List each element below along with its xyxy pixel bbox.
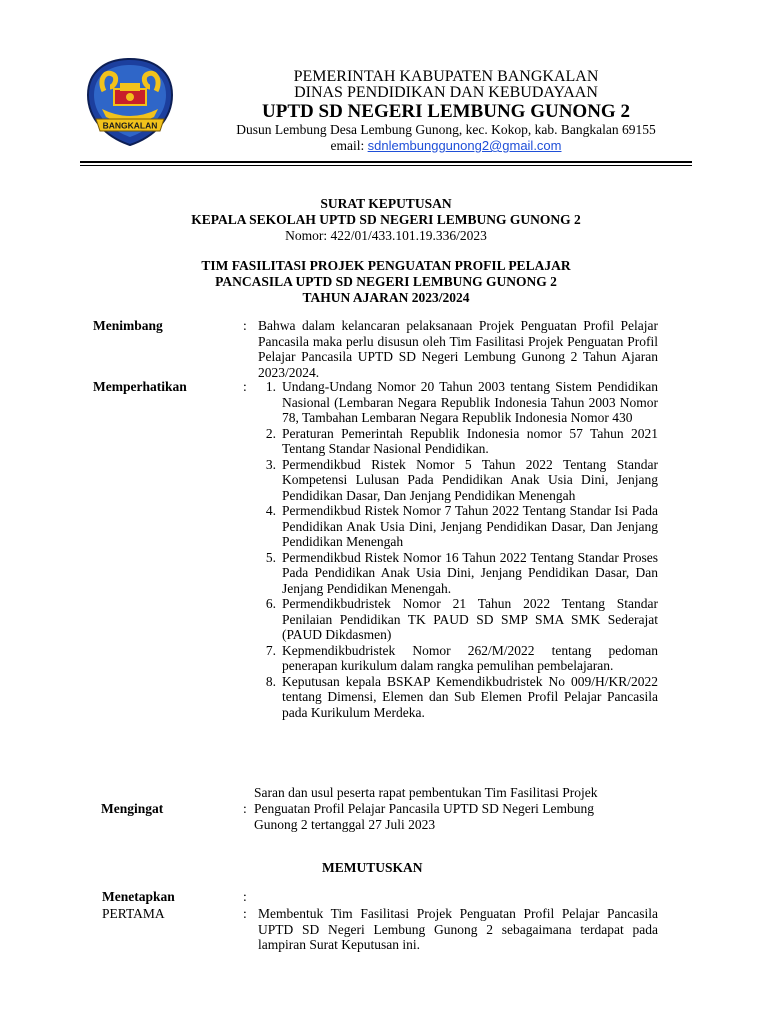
pertama-text: Membentuk Tim Fasilitasi Projek Penguatan Profil Pelajar Pancasila UPTD SD Negeri Lembung Gunong 2 sebagaimana terdapat pada lampiran Surat Keputusan ini. <box>258 906 658 952</box>
menetapkan-colon: : <box>243 889 247 904</box>
list-item: 4. Permendikbud Ristek Nomor 7 Tahun 2022 Tentang Standar Isi Pada Pendidikan Anak Usia Dini, Jenjang Pendidikan Dasar, Dan Jenjang Pendidikan Menengah <box>265 503 658 549</box>
list-item: 8. Keputusan kepala BSKAP Kemendikbudristek No 009/H/KR/2022 tentang Dimensi, Elemen dan Sub Elemen Profil Pelajar Pancasila pada Kurikulum Merdeka. <box>265 673 658 720</box>
menetapkan-label: Menetapkan <box>102 889 175 904</box>
list-item: 5. Permendikbud Ristek Nomor 16 Tahun 2022 Tentang Standar Proses Pada Pendidikan Anak Usia Dini, Jenjang Pendidikan Dasar, Dan Jenjang Pendidikan Menengah. <box>265 549 658 596</box>
svg-text:BANGKALAN: BANGKALAN <box>102 120 158 131</box>
doc-number: Nomor: 422/01/433.101.19.336/2023 <box>285 228 487 243</box>
menimbang-label: Menimbang <box>93 318 163 333</box>
email-label: email: <box>330 138 365 153</box>
header-department: DINAS PENDIDIKAN DAN KEBUDAYAAN <box>294 84 598 101</box>
mengingat-colon: : <box>243 801 247 816</box>
menimbang-colon: : <box>243 318 247 333</box>
menimbang-text: Bahwa dalam kelancaran pelaksanaan Projek Penguatan Profil Pelajar Pancasila maka perlu disusun oleh Tim Fasilitasi Projek Penguatan Profil Pelajar Pancasila UPTD SD Negeri Lembung Gunong 2 Tahun Ajaran 2023/2024. <box>258 318 658 380</box>
header-school-name: UPTD SD NEGERI LEMBUNG GUNONG 2 <box>262 101 630 122</box>
subject-line-3: TAHUN AJARAN 2023/2024 <box>302 290 470 305</box>
memperhatikan-label: Memperhatikan <box>93 379 187 394</box>
doc-title: SURAT KEPUTUSAN <box>320 196 452 211</box>
list-item: 7. Kepmendikbudristek Nomor 262/M/2022 tentang pedoman penerapan kurikulum dalam rangka pemulihan pembelajaran. <box>265 642 658 673</box>
list-item: 3. Permendikbud Ristek Nomor 5 Tahun 2022 Tentang Standar Kompetensi Lulusan Pada Pendidikan Anak Usia Dini, Jenjang Pendidikan Dasar, Dan Jenjang Pendidikan Menengah <box>265 456 658 503</box>
list-item: 2. Peraturan Pemerintah Republik Indonesia nomor 57 Tahun 2021 Tentang Standar Nasional Pendidikan. <box>265 425 658 456</box>
mengingat-line-3: Gunong 2 tertanggal 27 Juli 2023 <box>254 817 436 832</box>
regency-emblem <box>84 57 176 147</box>
list-item: 6. Permendikbudristek Nomor 21 Tahun 2022 Tentang Standar Penilaian Pendidikan TK PAUD SD SMP SMA SMK Sederajat (PAUD Dikdasmen) <box>265 596 658 642</box>
memperhatikan-colon: : <box>243 379 247 394</box>
doc-issuer: KEPALA SEKOLAH UPTD SD NEGERI LEMBUNG GUNONG 2 <box>191 212 581 227</box>
header-divider-thick <box>80 161 692 163</box>
memperhatikan-list <box>258 379 658 720</box>
mengingat-line-2: Penguatan Profil Pelajar Pancasila UPTD SD Negeri Lembung <box>254 801 595 816</box>
pertama-colon: : <box>243 906 247 921</box>
email-link[interactable]: sdnlembunggunong2@gmail.com <box>367 138 562 153</box>
subject-line-1: TIM FASILITASI PROJEK PENGUATAN PROFIL PELAJAR <box>201 258 571 273</box>
subject-line-2: PANCASILA UPTD SD NEGERI LEMBUNG GUNONG 2 <box>215 274 557 289</box>
memutuskan-heading: MEMUTUSKAN <box>322 860 423 875</box>
mengingat-line-1: Saran dan usul peserta rapat pembentukan Tim Fasilitasi Projek <box>254 785 598 800</box>
list-item: 1. Undang-Undang Nomor 20 Tahun 2003 tentang Sistem Pendidikan Nasional (Lembaran Negara Republik Indonesia Tahun 2003 Nomor 78, Tambahan Lembaran Negara Republik Indonesia Nomor 430 <box>265 379 658 425</box>
mengingat-label: Mengingat <box>101 801 164 816</box>
pertama-label: PERTAMA <box>102 906 165 921</box>
header-email <box>196 138 696 154</box>
header-address: Dusun Lembung Desa Lembung Gunong, kec. Kokop, kab. Bangkalan 69155 <box>236 122 656 137</box>
header-divider-thin <box>80 165 692 166</box>
header-government: PEMERINTAH KABUPATEN BANGKALAN <box>293 68 599 85</box>
